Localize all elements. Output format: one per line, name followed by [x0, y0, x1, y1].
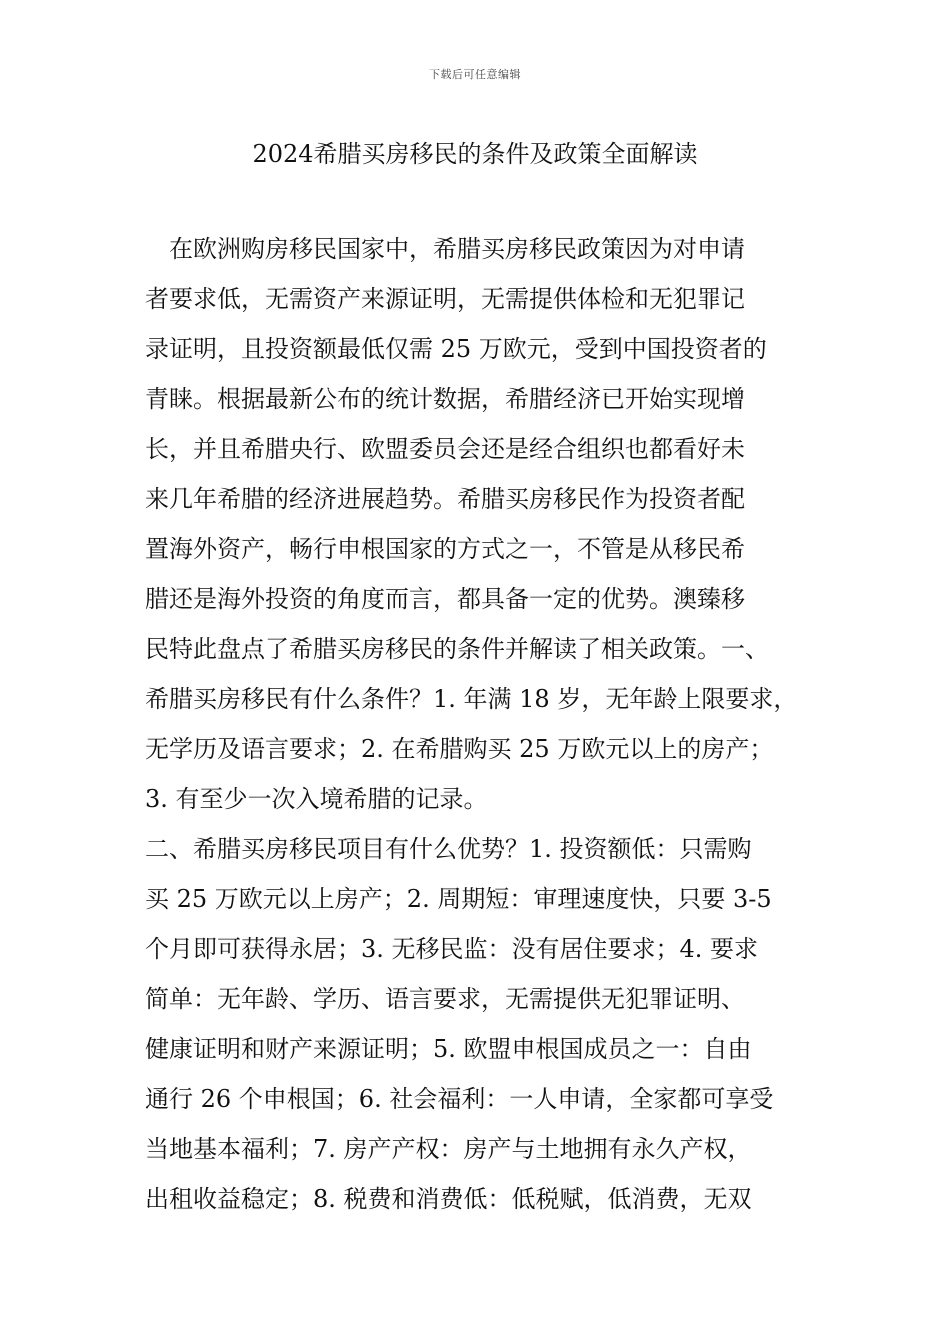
paragraph-line: 者要求低，无需资产来源证明，无需提供体检和无犯罪记: [145, 285, 745, 313]
paragraph-line: 无学历及语言要求；2. 在希腊购买 25 万欧元以上的房产；: [145, 735, 774, 763]
paragraph-line: 出租收益稳定；8. 税费和消费低：低税赋，低消费，无双: [145, 1185, 752, 1213]
document-body: [145, 231, 807, 1231]
page-header-note: 下载后可任意编辑: [429, 68, 521, 81]
paragraph-line: 个月即可获得永居；3. 无移民监：没有居住要求；4. 要求: [145, 935, 759, 963]
paragraph-line: 在欧洲购房移民国家中，希腊买房移民政策因为对申请: [169, 235, 745, 263]
paragraph-line: 通行 26 个申根国；6. 社会福利：一人申请，全家都可享受: [145, 1085, 774, 1113]
paragraph-line: 买 25 万欧元以上房产；2. 周期短：审理速度快，只要 3-5: [145, 885, 772, 913]
paragraph-line: 录证明，且投资额最低仅需 25 万欧元，受到中国投资者的: [145, 335, 767, 363]
paragraph-line: 民特此盘点了希腊买房移民的条件并解读了相关政策。一、: [145, 635, 769, 663]
paragraph-line: 3. 有至少一次入境希腊的记录。: [145, 785, 488, 813]
paragraph-line: 简单：无年龄、学历、语言要求，无需提供无犯罪证明、: [145, 985, 745, 1013]
paragraph-line: 当地基本福利；7. 房产产权：房产与土地拥有永久产权，: [145, 1135, 752, 1163]
paragraph-line: 来几年希腊的经济进展趋势。希腊买房移民作为投资者配: [145, 485, 745, 513]
document-title: 2024希腊买房移民的条件及政策全面解读: [252, 140, 698, 168]
paragraph-line: 健康证明和财产来源证明；5. 欧盟申根国成员之一：自由: [145, 1035, 752, 1063]
paragraph-line: 长，并且希腊央行、欧盟委员会还是经合组织也都看好未: [145, 435, 745, 463]
paragraph-line: 腊还是海外投资的角度而言，都具备一定的优势。澳臻移: [145, 585, 745, 613]
paragraph-line: 青睐。根据最新公布的统计数据，希腊经济已开始实现增: [145, 385, 745, 413]
paragraph-line: 二、希腊买房移民项目有什么优势？1. 投资额低：只需购: [145, 835, 752, 863]
paragraph-line: 置海外资产，畅行申根国家的方式之一，不管是从移民希: [145, 535, 745, 563]
paragraph-line: 希腊买房移民有什么条件？1. 年满 18 岁，无年龄上限要求，: [145, 685, 798, 713]
